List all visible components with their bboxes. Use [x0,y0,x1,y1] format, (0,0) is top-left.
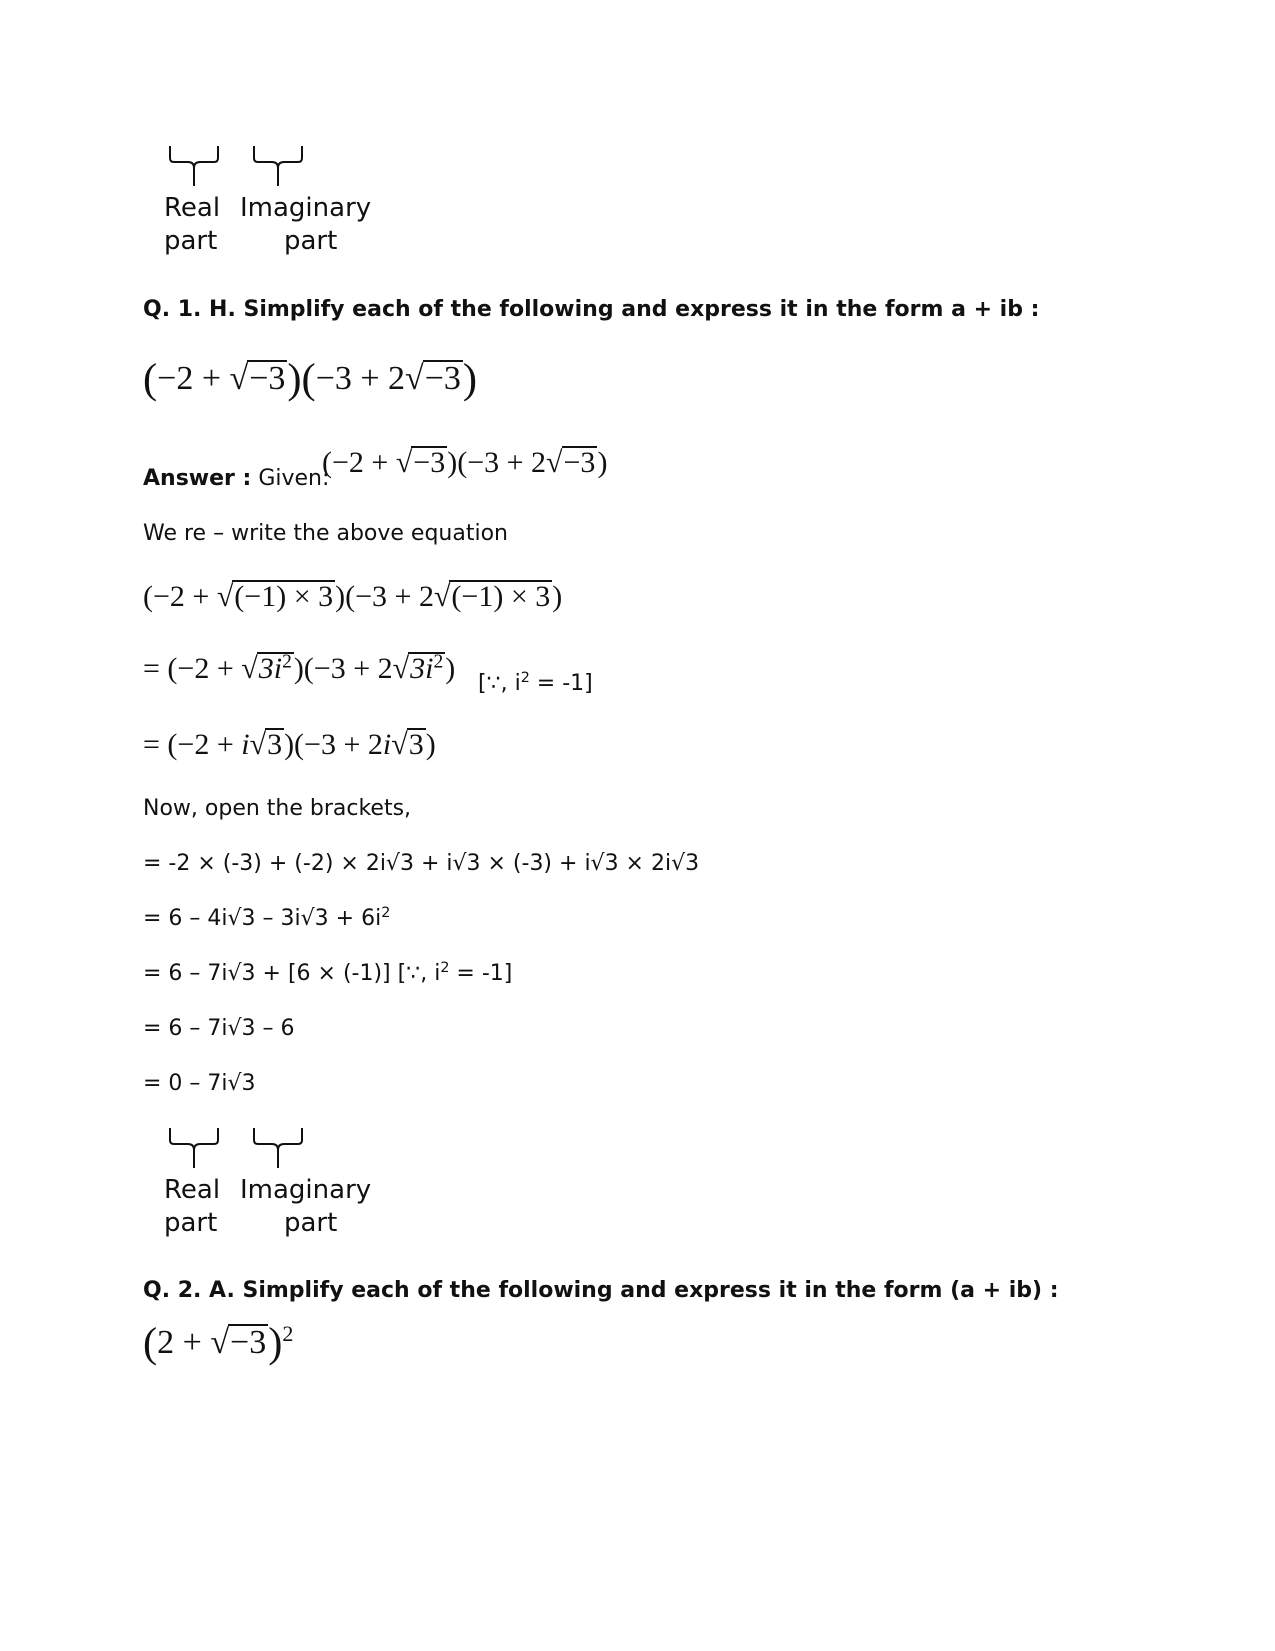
real-imaginary-diagram-top [160,140,400,270]
expansion-line: = 6 – 7i√3 – 6 [143,1016,295,1041]
expansion-line: = $6 - 4i√3 - 3i√3 + 6i^2$ [143,905,391,931]
answer-line [143,466,329,492]
real-label: Real [164,1175,221,1205]
open-brackets-text: Now, open the brackets, [143,796,412,821]
expansion-line: = 6 – 7i√3 + [6 × (-1)] [∵, $i^2 = -1$] [143,960,513,986]
brace-icon [160,140,400,190]
real-part-label: part [164,1208,218,1238]
imaginary-part-label: part [284,1208,338,1238]
brace-icon [160,1122,400,1172]
q2a-expression: $(2 + √-3)^2$ [143,1319,294,1367]
expansion-line: = -2 × (-3) + (-2) × 2i√3 + i√3 × (-3) + i√3 × 2i√3 [143,851,700,876]
real-label: Real [164,193,221,223]
imaginary-label: Imaginary [240,193,372,223]
question-1h: Q. 1. H. Simplify each of the following and express it in the form a + ib : [143,297,1040,322]
step-2-note: [∵, $i^2 = -1$] [478,670,593,696]
step-3-expression: = (−2 + i√3)(−3 + 2i√3) [143,728,436,761]
answer-label: Answer : [143,466,252,491]
rewrite-text: We re – write the above equation [143,521,508,546]
real-imaginary-diagram-bottom [160,1122,400,1252]
real-part-label: part [164,226,218,256]
q1h-expression: (−2 + √−3)(−3 + 2√−3) [143,355,478,403]
given-expression: (−2 + √−3)(−3 + 2√−3) [322,446,608,479]
expansion-line: = 0 – 7i√3 [143,1071,256,1096]
imaginary-label: Imaginary [240,1175,372,1205]
imaginary-part-label: part [284,226,338,256]
question-2a: Q. 2. A. Simplify each of the following and express it in the form (a + ib) : [143,1278,1059,1303]
step-2-expression: = $(-2 + √3i^2)(-3 + 2√3i^2)$ [143,651,456,685]
given-label: Given: [258,466,330,491]
step-1-expression: (−2 + √(−1) × 3)(−3 + 2√(−1) × 3) [143,580,563,613]
